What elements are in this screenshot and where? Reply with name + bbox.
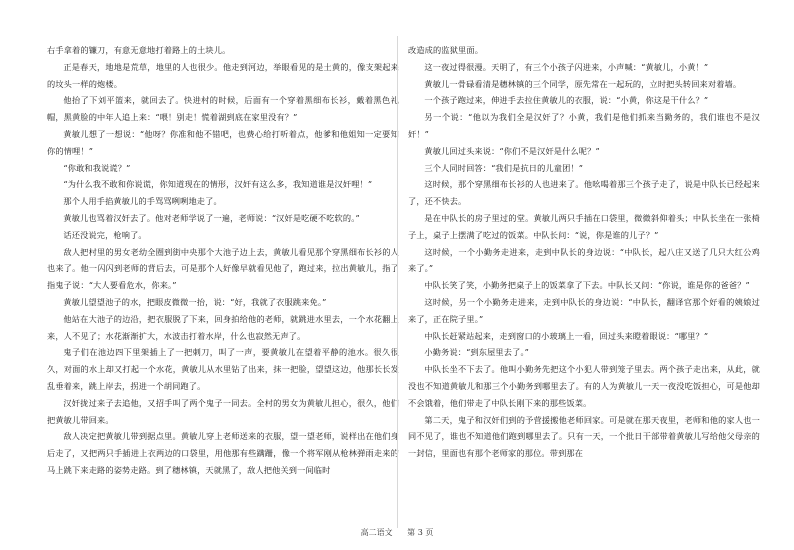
paragraph: 这时候，那个穿黑细布长衫的人也进来了。他吆喝着那三个孩子走了，说是中队长已经起来了，还不快去。 bbox=[408, 179, 760, 207]
left-column bbox=[47, 42, 399, 479]
paragraph: 黄敏儿回过头来说：“你们不是汉奸是什么呢？” bbox=[424, 145, 600, 156]
paragraph: 改造成的监狱里面。 bbox=[408, 45, 484, 55]
paragraph: 中队长笑了笑，小勤务把桌子上的饭菜拿了下去。中队长又问：“你说，谁是你的爸爸？” bbox=[424, 280, 750, 291]
paragraph: 中队长坐不下去了。他叫小勤务先把这个小犯人带到笼子里去。两个孩子走出来，从此，就没也不知道黄敏儿和那三个小勤务到哪里去了。有的人为黄敏儿一天一夜没吃饭担心，可是他却不会饿着，他们带走了中队长刚下来的那些饭菜。 bbox=[408, 364, 760, 408]
paragraph: 黄敏儿也骂着汉奸去了。他对老师学说了一遍，老师说：“汉奸是吃硬不吃软的。” bbox=[63, 212, 360, 223]
paragraph: “你敢和我说谎？” bbox=[63, 162, 131, 173]
paragraph: 他抬了下刘平篮来，就回去了。快进村的时候，后面有一个穿着黑细布长衫，戴着黑色礼帽，黑黄脸的中年人追上来：“喂！别走！慌着湖到底在家里没有？” bbox=[47, 95, 399, 123]
paragraph: 是在中队长的房子里过的堂。黄敏儿两只手插在口袋里，微微斜仰着头；中队长坐在一张椅子上，桌子上摆满了吃过的饭菜。中队长问：“说，你是谁的儿子？” bbox=[408, 212, 760, 240]
paragraph: 鬼子们在池边四下里架插上了一把刺刀，叫了一声，要黄敏儿在望着平静的池水。很久很久，对面的水上却又打起一个水花，黄敏儿从水里钻了出来，抹一把脸，望望这边，他那长长发乱垂着来，跳上岸去，拐进一个胡同跑了。 bbox=[47, 347, 399, 391]
paragraph: 三个人同时回答：“我们是抗日的儿童团！” bbox=[424, 162, 584, 173]
paragraph: 敌人把村里的男女老幼全圈到街中央那个大池子边上去，黄敏儿看见那个穿黑细布长衫的人也来了。他一闪闪到老师的背后去，可是那个人好像早就看见他了，跑过来，拉出黄敏儿，指了指鬼子说：“大人要看危水，你来。” bbox=[47, 246, 399, 291]
paragraph: 话还没说完，枪响了。 bbox=[63, 229, 147, 240]
paragraph: 正是春天，地地是荒草，地里的人也很少。他走到河边，举眼看见的是土黄的，像支架起来的坟头一样的炮楼。 bbox=[47, 61, 399, 89]
paragraph: 黄敏儿想了一想说：“他呀？你准和他不错吧，也费心给打听着点，他爹和他姐知一定要知你的情哩！” bbox=[47, 128, 399, 156]
paragraph: 汉奸拢过来子去追他，又招手叫了两个鬼子一同去。全村的男女为黄敏儿担心，很久，他们把黄敏儿带回来。 bbox=[47, 397, 399, 425]
paragraph: 黄敏儿望望池子的水，把眼皮微微一抬，说：“好，我就了衣服跳来免。” bbox=[63, 296, 327, 307]
page-footer bbox=[0, 527, 794, 538]
paragraph: 中队长赶紧站起来，走到窗口的小玻璃上一看，回过头来瞪着眼说：“哪里？” bbox=[424, 330, 709, 341]
paragraph: 敌人决定把黄敏儿带到据点里。黄敏儿穿上老师送来的衣服，望一望老师，说样出在他们身后走了，又把两只手插进上衣两边的口袋里，用他那有些蹒跚，像一个将军刚从枪林弹雨走来的马上跳下来走路的姿势走路。到了穗林镇，天就黑了，敌人把他关到一间临时 bbox=[47, 431, 399, 475]
paragraph: 黄敏儿一骨碌看清是穗林镇的三个同学，原先常在一起玩的，立时把头转回来对着墙。 bbox=[424, 78, 742, 89]
paragraph: “为什么我不敢和你说谎，你知道现在的情形，汉奸有这么多，我知道谁是汉奸哩！” bbox=[63, 179, 373, 190]
footer-subject: 高二语文 bbox=[360, 528, 393, 537]
paragraph: 这时候，一个小勤务走进来，走到中队长的身边说：“中队长，起八庄又送了几只大红公鸡来了。” bbox=[408, 246, 760, 274]
paragraph: 右手拿着的镰刀，有意无意地打着路上的土块儿。 bbox=[47, 45, 231, 55]
paragraph: 他站在大池子的边沿，把衣服脱了下来，回身拍给他的老师，就跳进水里去，一个水花翻上来，人不见了；水花渐渐扩大，水波击打着水岸，什么也寂然无声了。 bbox=[47, 313, 399, 341]
footer-page-number: 第 3 页 bbox=[407, 528, 434, 537]
paragraph: 一个孩子跑过来，伸进手去拉住黄敏儿的衣服，说：“小黄，你这是干什么？” bbox=[424, 95, 709, 106]
paragraph: 这一夜过得很漫。天明了，有三个小孩子闪进来，小声喊：“黄敏儿，小黄！” bbox=[424, 61, 709, 72]
column-divider bbox=[397, 36, 398, 528]
paragraph: 这时候，另一个小勤务走进来，走到中队长的身边说：“中队长，翻译官那个好看的姨娘过来了，正在院子里。” bbox=[408, 296, 760, 324]
paragraph: 第二天，鬼子和汉奸们到的予营援搬他老师回家。可是就在那天夜里，老师和他的家人也一同不见了，谁也不知道他们跑到哪里去了。只有一天，一个批日干部带着黄敏儿写给他父母亲的一封信，里面也有那个老师家的那位。带到那在 bbox=[408, 414, 760, 459]
paragraph: 小勤务说：“到东屋里去了。” bbox=[424, 347, 530, 358]
right-column bbox=[408, 42, 760, 462]
paragraph: 那个人用手掐黄敏儿的手骂骂咧咧地走了。 bbox=[63, 196, 222, 207]
paragraph: 另一个说：“他以为我们全是汉奸了？小黄，我们是他们抓来当勤务的，我们谁也不是汉奸！” bbox=[408, 112, 760, 139]
